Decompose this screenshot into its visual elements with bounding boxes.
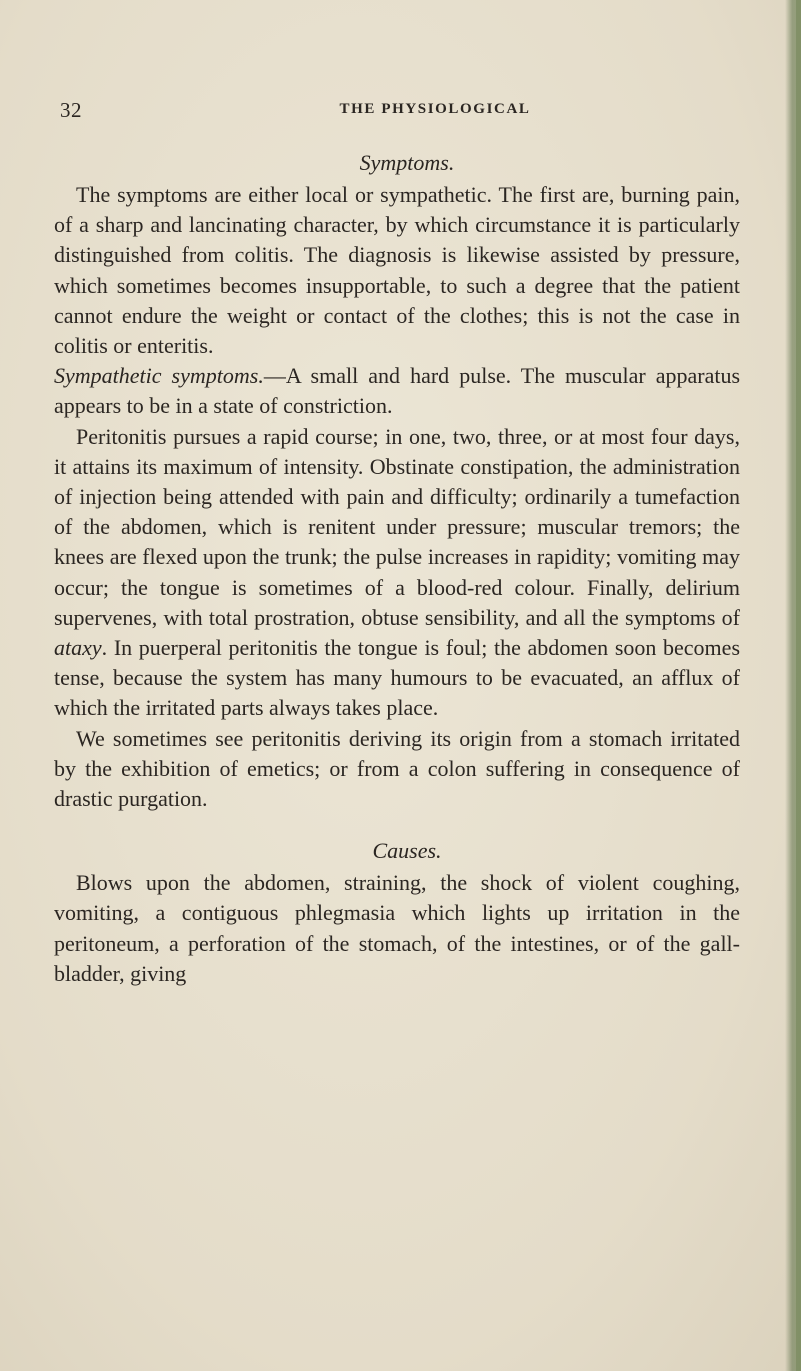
paragraph-peritonitis-origin: We sometimes see peritonitis deriving its origin from a stomach irritated by the exhibition of emetics; or from a colon suffering in consequence of drastic purgation. <box>54 725 740 812</box>
paragraph-peritonitis-course <box>54 422 740 724</box>
section-gap <box>54 814 740 836</box>
section-heading-causes-text: Causes. <box>372 838 442 864</box>
running-head: THE PHYSIOLOGICAL <box>339 101 531 117</box>
sympathetic-symptoms-label: Sympathetic symptoms. <box>54 363 264 389</box>
section-heading-symptoms <box>54 148 740 178</box>
ataxy-term: ataxy <box>54 635 102 661</box>
section-heading-causes <box>54 836 740 866</box>
paragraph-sympathetic-symptoms <box>54 361 740 421</box>
peritonitis-course-text-b: . In puerperal peritonitis the tongue is foul; the abdomen soon becomes tense, because the system has many humours to be evacuated, an afflux of which the irritated parts always takes place. <box>54 635 740 721</box>
body-text <box>54 148 740 989</box>
paragraph-symptoms-intro: The symptoms are either local or sympathetic. The first are, burning pain, of a sharp and lancinating character, by which circumstance it is particularly distinguished from colitis. The diagnosis is likewise assisted by pressure, which sometimes becomes insupportable, to such a degree that the patient cannot endure the weight or contact of the clothes; this is not the case in colitis or enteritis. <box>54 182 740 359</box>
paragraph-causes: Blows upon the abdomen, straining, the shock of violent coughing, vomiting, a contiguous phlegmasia which lights up irritation in the peritoneum, a perforation of the stomach, of the intestines, or of the gall-bladder, giving <box>54 870 740 986</box>
page-header <box>60 98 750 128</box>
page-edge <box>796 0 801 1371</box>
sympathetic-symptoms-text: —A small and hard pulse. The muscular apparatus appears to be in a state of constriction. <box>54 363 741 419</box>
page-number: 32 <box>60 98 82 122</box>
section-heading-symptoms-text: Symptoms. <box>359 150 455 175</box>
peritonitis-course-text-a: Peritonitis pursues a rapid course; in one, two, three, or at most four days, it attains its maximum of intensity. Obstinate constipation, the administration of injection being attended with pain and difficulty; ordinarily a tumefaction of the abdomen, which is renitent under pressure; muscular tremors; the knees are flexed upon the trunk; the pulse increases in rapidity; vomiting may occur; the tongue is sometimes of a blood-red colour. Finally, delirium supervenes, with total prostration, obtuse sensibility, and all the symptoms of <box>54 423 740 630</box>
